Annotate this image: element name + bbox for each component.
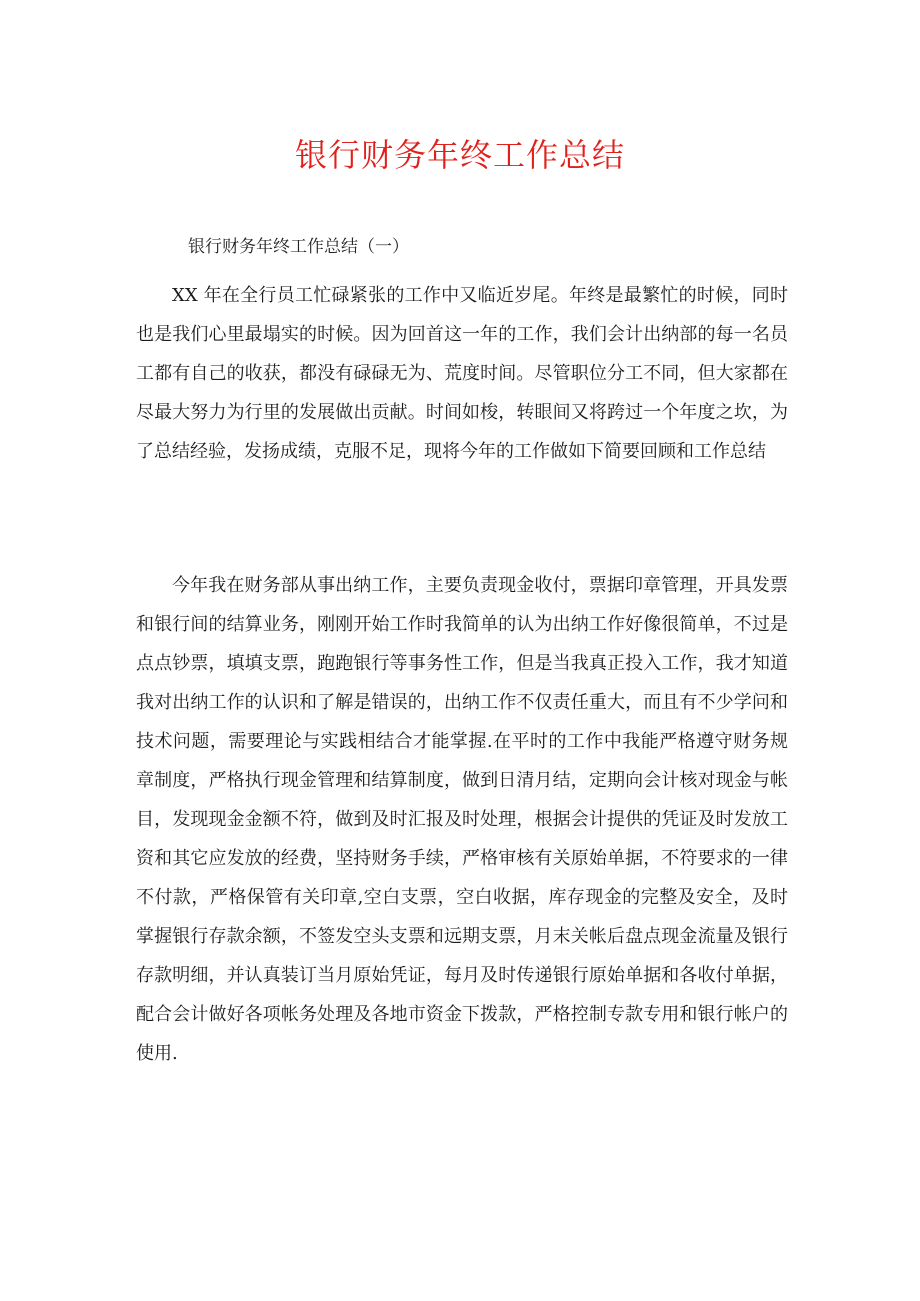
section-subtitle: 银行财务年终工作总结（一） [188,237,409,257]
paragraph-2: 今年我在财务部从事出纳工作，主要负责现金收付，票据印章管理，开具发票和银行间的结算业务，刚刚开始工作时我简单的认为出纳工作好像很简单，不过是点点钞票，填填支票，跑跑银行等事务性工作，但是当我真正投入工作，我才知道我对出纳工作的认识和了解是错误的，出纳工作不仅责任重大，而且有不少学问和技术问题，需要理论与实践相结合才能掌握.在平时的工作中我能严格遵守财务规章制度，严格执行现金管理和结算制度，做到日清月结，定期向会计核对现金与帐目，发现现金金额不符，做到及时汇报及时处理，根据会计提供的凭证及时发放工资和其它应发放的经费，坚持财务手续，严格审核有关原始单据，不符要求的一律不付款，严格保管有关印章,空白支票，空白收据，库存现金的完整及安全，及时掌握银行存款余额，不签发空头支票和远期支票，月末关帐后盘点现金流量及银行存款明细，并认真装订当月原始凭证，每月及时传递银行原始单据和各收付单据，配合会计做好各项帐务处理及各地市资金下拨款，严格控制专款专用和银行帐户的使用. [136,575,788,1064]
paragraph-1: XX 年在全行员工忙碌紧张的工作中又临近岁尾。年终是最繁忙的时候，同时也是我们心里最塌实的时候。因为回首这一年的工作，我们会计出纳部的每一名员工都有自己的收获，都没有碌碌无为、荒度时间。尽管职位分工不同，但大家都在尽最大努力为行里的发展做出贡献。时间如梭，转眼间又将跨过一个年度之坎，为了总结经验，发扬成绩，克服不足，现将今年的工作做如下简要回顾和工作总结 [136,285,788,462]
document-title: 银行财务年终工作总结 [294,136,625,174]
